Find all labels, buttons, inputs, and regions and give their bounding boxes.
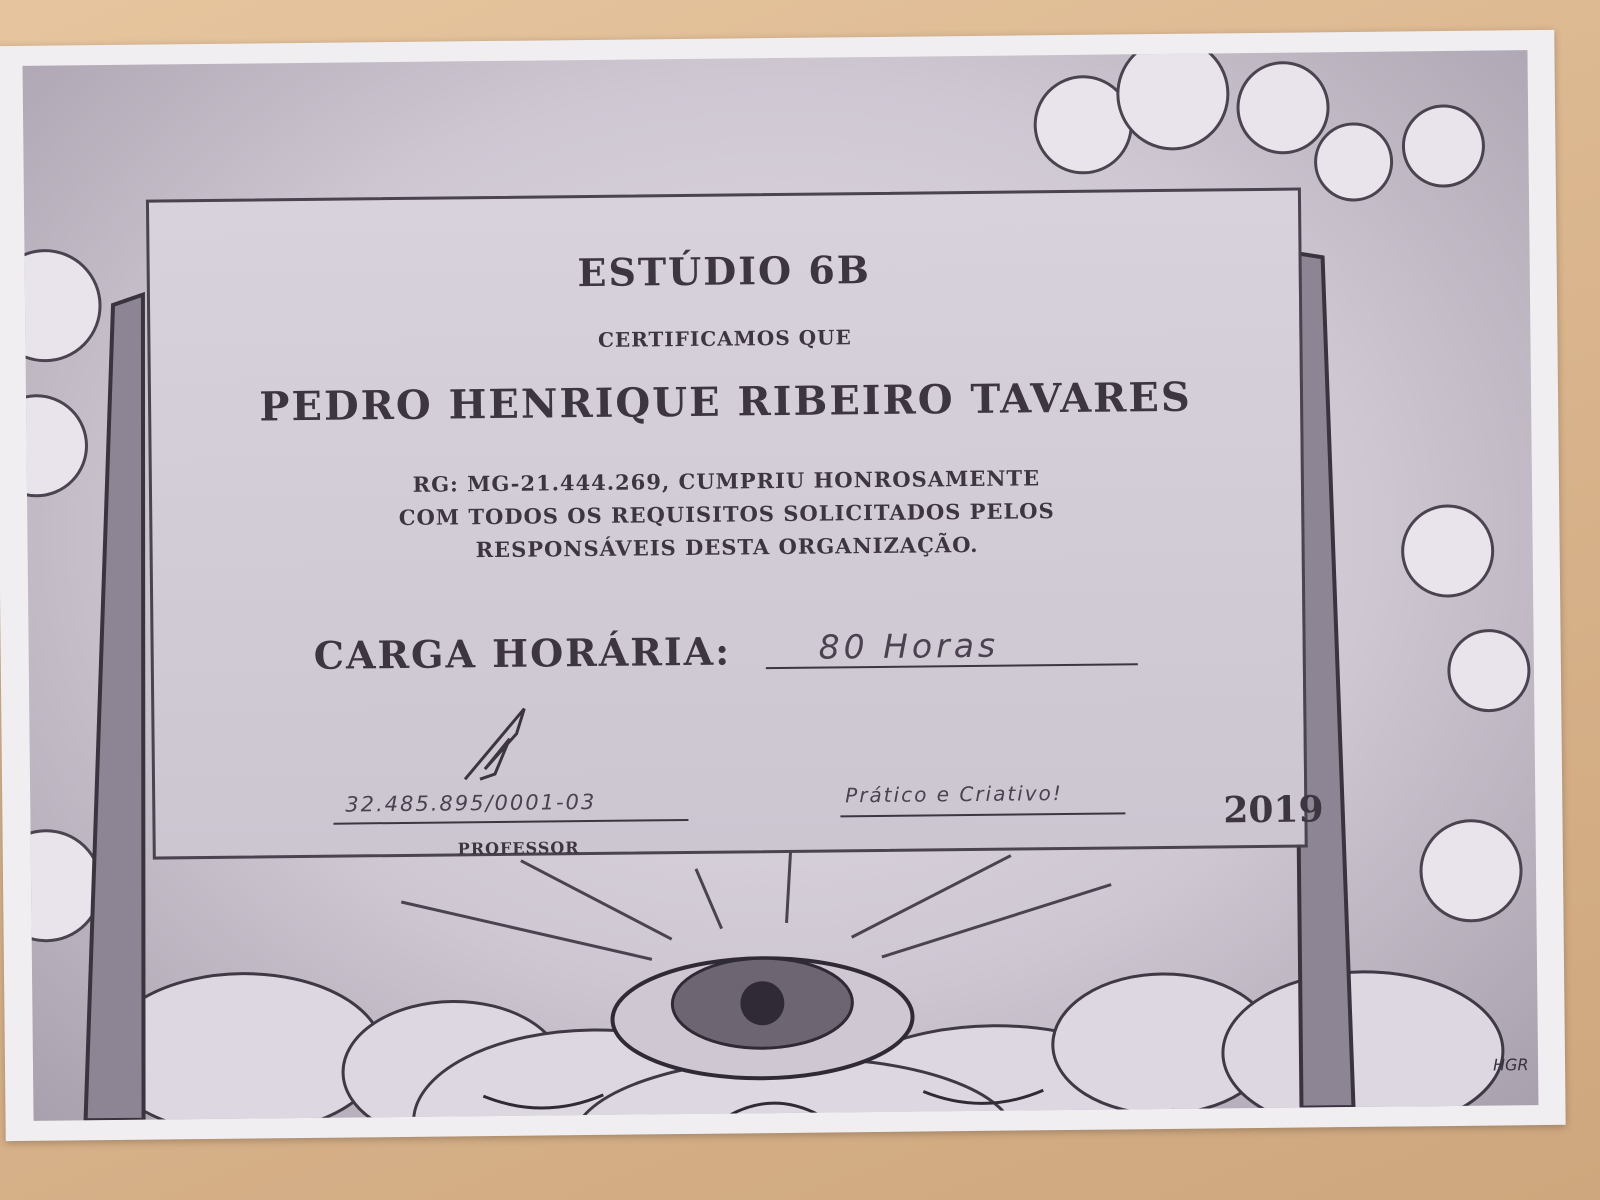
cnpj-line: [333, 819, 688, 825]
body-line-1: RG: MG-21.444.269, CUMPRIU HONROSAMENTE: [412, 465, 1041, 497]
body-line-2: COM TODOS OS REQUISITOS SOLICITADOS PELOS: [398, 498, 1055, 530]
certify-line: CERTIFICAMOS QUE: [597, 325, 852, 352]
motto-line: [840, 812, 1125, 817]
motto-text: Prático e Criativo!: [845, 781, 1064, 808]
cloud-decoration-right: [1402, 505, 1531, 921]
light-rays: [401, 845, 1112, 962]
certificate-body: [152, 459, 1302, 570]
certificate-artwork: [23, 50, 1539, 1121]
cloud-decoration-top: [1034, 50, 1484, 203]
recipient-name: PEDRO HENRIQUE RIBEIRO TAVARES: [259, 373, 1193, 431]
certificate-board: [146, 188, 1324, 860]
eye-icon: [612, 957, 913, 1080]
certificate-year: 2019: [1223, 788, 1324, 832]
carga-horaria-value: 80 Horas: [818, 625, 1000, 667]
cnpj-number: 32.485.895/0001-03: [345, 789, 597, 817]
pole-left: [77, 295, 152, 1121]
artist-mark: HGR: [1492, 1055, 1529, 1075]
body-line-3: RESPONSÁVEIS DESTA ORGANIZAÇÃO.: [475, 531, 979, 563]
studio-title: ESTÚDIO 6B: [577, 247, 872, 296]
professor-label: PROFESSOR: [457, 838, 580, 859]
certificate-paper: [0, 30, 1566, 1141]
carga-horaria-label: CARGA HORÁRIA:: [313, 628, 732, 678]
signature-mark: [454, 698, 545, 789]
